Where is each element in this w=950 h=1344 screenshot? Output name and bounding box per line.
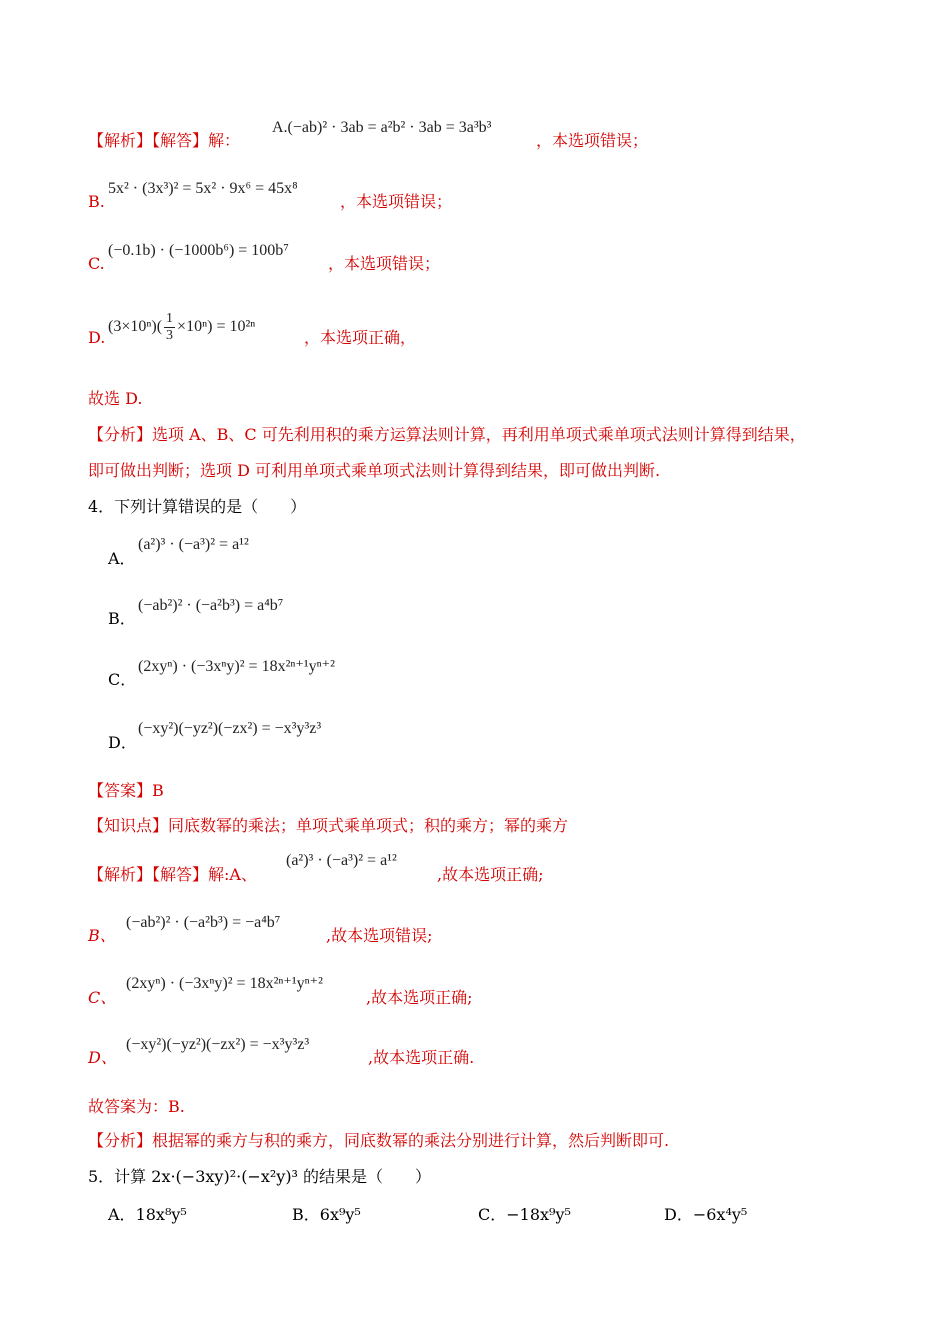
q3-a-verdict: ，本选项错误； xyxy=(536,131,649,150)
q5-option-b xyxy=(292,1204,361,1226)
q3-d-verdict: ，本选项正确， xyxy=(304,328,417,347)
q4-sol-b-formula: (−ab²)² · (−a²b³) = −a⁴b⁷ xyxy=(126,914,281,931)
fraction-denominator: 3 xyxy=(166,327,174,343)
q3-a-formula: A.(−ab)² · 3ab = a²b² · 3ab = 3a³b³ xyxy=(272,119,492,136)
q3-d-left: (3×10ⁿ)( xyxy=(108,318,163,335)
q3-solution-a-line xyxy=(88,130,240,152)
q3-c-label: C. xyxy=(88,254,105,273)
q3-conclusion: 故选 D. xyxy=(88,389,143,408)
q3-analysis-line-1: 【分析】选项 A、B、C 可先利用积的乘方运算法则计算，再利用单项式乘单项式法则计算得到结果， xyxy=(88,425,806,444)
q4-option-d-formula: (−xy²)(−yz²)(−zx²) = −x³y³z³ xyxy=(138,720,322,737)
q5-option-a-value: 18x⁸y⁵ xyxy=(135,1205,187,1224)
q3-d-formula xyxy=(108,310,255,344)
q4-analysis: 【分析】根据幂的乘方与积的乘方，同底数幂的乘法分别进行计算，然后判断即可. xyxy=(88,1131,670,1150)
q4-sol-d-formula: (−xy²)(−yz²)(−zx²) = −x³y³z³ xyxy=(126,1036,310,1053)
q4-option-c-formula: (2xyⁿ) · (−3xⁿy)² = 18x²ⁿ⁺¹yⁿ⁺² xyxy=(138,658,335,675)
q3-b-formula: 5x² · (3x³)² = 5x² · 9x⁶ = 45x⁸ xyxy=(108,180,298,197)
q5-option-c-value: −18x⁹y⁵ xyxy=(506,1205,571,1224)
q5-option-c xyxy=(478,1204,571,1226)
q5-option-d-value: −6x⁴y⁵ xyxy=(692,1205,748,1224)
q4-knowledge: 【知识点】同底数幂的乘法；单项式乘单项式；积的乘方；幂的乘方 xyxy=(88,816,569,835)
fraction-numerator: 1 xyxy=(166,310,174,326)
q4-sol-c-verdict: ,故本选项正确; xyxy=(366,988,473,1007)
q4-answer: 【答案】B xyxy=(88,781,164,800)
q3-d-right: ×10ⁿ) = 10²ⁿ xyxy=(177,318,256,335)
q5-option-c-label: C． xyxy=(478,1205,507,1224)
q4-option-a-label: A． xyxy=(108,549,136,568)
q4-sol-c-formula: (2xyⁿ) · (−3xⁿy)² = 18x²ⁿ⁺¹yⁿ⁺² xyxy=(126,975,323,992)
q3-d-label: D. xyxy=(88,328,106,347)
q4-sol-c-label xyxy=(88,987,116,1009)
q5-option-b-label: B． xyxy=(292,1205,320,1224)
analysis-label: 【解析】【解答】解： xyxy=(88,131,241,150)
q4-conclusion: 故答案为：B. xyxy=(88,1097,185,1116)
q4-option-b-label: B． xyxy=(108,609,136,628)
q4-sol-c-letter: C、 xyxy=(88,988,117,1007)
q4-sol-a-formula: (a²)³ · (−a³)² = a¹² xyxy=(286,852,397,869)
q4-sol-b-letter: B、 xyxy=(88,926,116,945)
q5-option-d xyxy=(664,1204,747,1226)
q4-option-d-label: D． xyxy=(108,733,137,752)
q4-option-a-formula: (a²)³ · (−a³)² = a¹² xyxy=(138,536,249,553)
q4-sol-a-verdict: ,故本选项正确; xyxy=(437,865,544,884)
q5-option-a-label: A． xyxy=(108,1205,136,1224)
q4-stem: 4．下列计算错误的是（ ） xyxy=(88,497,307,516)
q4-solution-label: 【解析】【解答】解:A、 xyxy=(88,865,257,884)
q5-option-b-value: 6x⁹y⁵ xyxy=(319,1205,361,1224)
q3-b-verdict: ，本选项错误； xyxy=(340,192,453,211)
fraction-one-third xyxy=(164,311,175,344)
q5-stem: 5．计算 2x·(−3xy)²·(−x²y)³ 的结果是（ ） xyxy=(88,1167,432,1186)
q3-c-formula: (−0.1b) · (−1000b⁶) = 100b⁷ xyxy=(108,242,289,259)
q3-c-verdict: ，本选项错误； xyxy=(328,254,441,273)
q5-option-a xyxy=(108,1204,187,1226)
q4-sol-b-verdict: ,故本选项错误; xyxy=(326,926,433,945)
q4-sol-d-verdict: ,故本选项正确. xyxy=(368,1048,475,1067)
q4-sol-d-label xyxy=(88,1047,117,1069)
q3-b-label: B. xyxy=(88,192,105,211)
q4-sol-b-label xyxy=(88,925,116,947)
q4-option-b-formula: (−ab²)² · (−a²b³) = a⁴b⁷ xyxy=(138,597,284,614)
q4-sol-d-letter: D、 xyxy=(88,1048,117,1067)
q3-analysis-line-2: 即可做出判断；选项 D 可利用单项式乘单项式法则计算得到结果，即可做出判断. xyxy=(88,461,661,480)
q4-option-c-label: C． xyxy=(108,670,137,689)
q5-option-d-label: D． xyxy=(664,1205,693,1224)
